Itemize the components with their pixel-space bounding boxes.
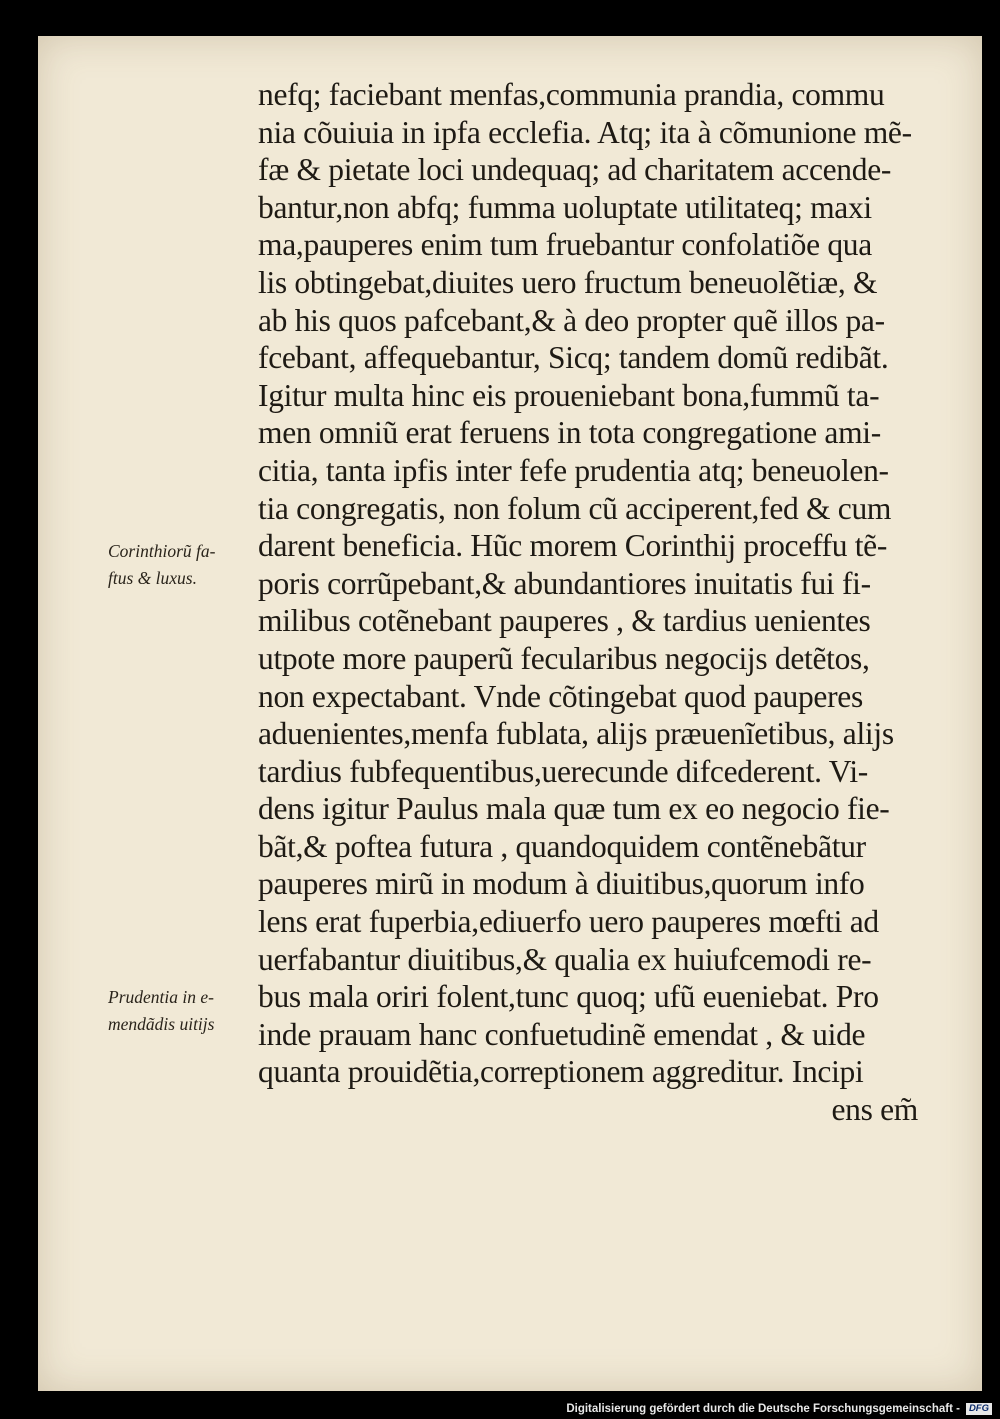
catchword: ens em̃: [831, 1092, 918, 1128]
dfg-logo: DFG: [966, 1403, 992, 1415]
text-line: fæ & pietate loci undequaq; ad charitatem accende-: [258, 152, 892, 188]
text-line: pauperes mirũ in modum à diuitibus,quorum info: [258, 866, 865, 902]
text-line: bãt,& poftea futura , quandoquidem contẽnebãtur: [258, 828, 866, 864]
text-line: citia, tanta ipfis inter fefe prudentia atq; beneuolen-: [258, 452, 889, 488]
margin-note-line: mendãdis uitijs: [108, 1014, 215, 1034]
main-text-block: [258, 76, 948, 1129]
margin-note-corinthians: [108, 538, 256, 592]
text-line: poris corrũpebant,& abundantiores inuitatis fui fi-: [258, 565, 871, 601]
text-line: bantur,non abfq; fumma uoluptate utilitateq; maxi: [258, 189, 872, 225]
text-line: nefq; faciebant menfas,communia prandia, commu: [258, 77, 885, 112]
text-line: Igitur multa hinc eis proueniebant bona,fummũ ta-: [258, 377, 880, 413]
text-line: nia cõuiuia in ipfa ecclefia. Atq; ita à cõmunione mẽ-: [258, 114, 912, 150]
text-line: tia congregatis, non folum cũ acciperent,fed & cum: [258, 490, 892, 526]
text-line: dens igitur Paulus mala quæ tum ex eo negocio fie-: [258, 791, 890, 827]
text-line: quanta prouidẽtia,correptionem aggreditur. Incipi: [258, 1054, 864, 1090]
text-line: utpote more pauperũ fecularibus negocijs detẽtos,: [258, 640, 870, 676]
text-line: bus mala oriri folent,tunc quoq; ufũ eueniebat. Pro: [258, 979, 879, 1015]
text-line: inde prauam hanc confuetudinẽ emendat , & uide: [258, 1016, 866, 1052]
margin-note-line: Prudentia in e-: [108, 987, 214, 1007]
text-line: men omniũ erat feruens in tota congregatione ami-: [258, 415, 881, 451]
text-line: lens erat fuperbia,ediuerfo uero pauperes mœfti ad: [258, 904, 879, 940]
text-line: uerfabantur diuitibus,& qualia ex huiufcemodi re-: [258, 941, 872, 977]
text-line: ab his quos pafcebant,& à deo propter quẽ illos pa-: [258, 302, 885, 338]
margin-note-prudence: [108, 984, 256, 1038]
text-line: non expectabant. Vnde cõtingebat quod pauperes: [258, 678, 863, 714]
credit-text: Digitalisierung gefördert durch die Deutsche Forschungsgemeinschaft -: [566, 1403, 960, 1415]
text-line: tardius fubfequentibus,uerecunde difcederent. Vi-: [258, 753, 868, 789]
text-line: darent beneficia. Hũc morem Corinthij proceffu tẽ-: [258, 528, 888, 564]
text-line: aduenientes,menfa fublata, alijs præuenĩetibus, alijs: [258, 716, 894, 752]
digitization-credit: [0, 1400, 992, 1418]
text-line: lis obtingebat,diuites uero fructum beneuolẽtiæ, &: [258, 264, 878, 300]
text-line: fcebant, affequebantur, Sicq; tandem domũ redibãt.: [258, 340, 889, 376]
margin-note-line: ftus & luxus.: [108, 568, 197, 588]
margin-note-line: Corinthiorũ fa-: [108, 541, 216, 561]
text-line: ma,pauperes enim tum fruebantur confolatiõe qua: [258, 227, 872, 263]
text-line: milibus cotẽnebant pauperes , & tardius uenientes: [258, 603, 871, 639]
